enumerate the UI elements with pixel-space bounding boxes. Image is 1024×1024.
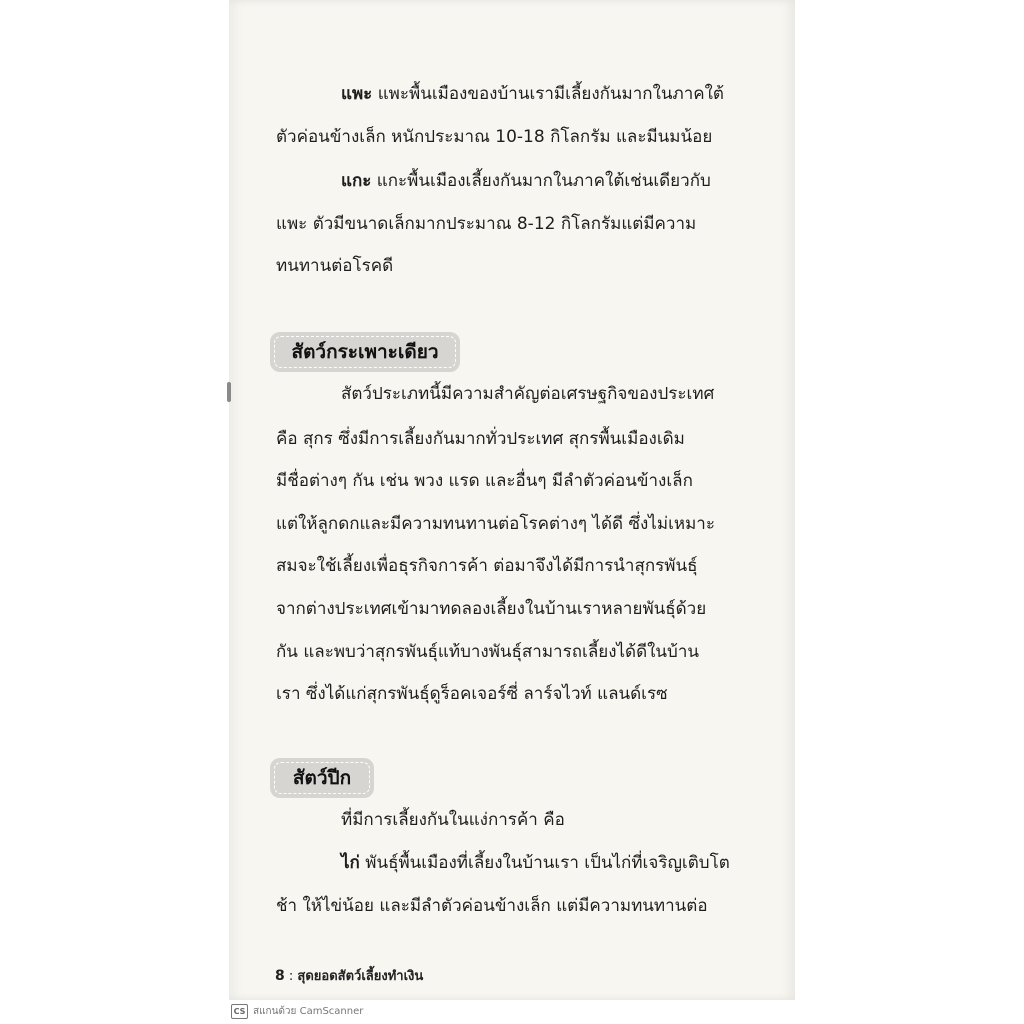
text-line: จากต่างประเทศเข้ามาทดลองเลี้ยงในบ้านเราหลายพันธุ์ด้วย xyxy=(276,599,707,619)
text-line: แพะ ตัวมีขนาดเล็กมากประมาณ 8-12 กิโลกรัมแต่มีความ xyxy=(276,214,697,234)
text-line: ทนทานต่อโรคดี xyxy=(276,256,394,276)
text-line: สมจะใช้เลี้ยงเพื่อธุรกิจการค้า ต่อมาจึงได้มีการนำสุกรพันธุ์ xyxy=(276,556,698,576)
footer-separator: : xyxy=(288,969,294,984)
text-line: ตัวค่อนข้างเล็ก หนักประมาณ 10-18 กิโลกรัม และมีนมน้อย xyxy=(276,127,713,147)
text-line: แพะ แพะพื้นเมืองของบ้านเรามีเลี้ยงกันมากในภาคใต้ xyxy=(341,84,724,104)
camscanner-logo-icon: CS xyxy=(231,1004,248,1019)
text-line: แกะ แกะพื้นเมืองเลี้ยงกันมากในภาคใต้เช่นเดียวกับ xyxy=(341,171,711,191)
text-line: สัตว์ประเภทนี้มีความสำคัญต่อเศรษฐกิจของประเทศ xyxy=(341,384,715,404)
text-line: ไก่ พันธุ์พื้นเมืองที่เลี้ยงในบ้านเรา เป็นไก่ที่เจริญเติบโต xyxy=(341,853,730,873)
book-title: สุดยอดสัตว์เลี้ยงทำเงิน xyxy=(297,969,424,984)
page-number: 8 xyxy=(275,968,285,984)
text-line: ที่มีการเลี้ยงกันในแง่การค้า คือ xyxy=(341,810,565,830)
scanner-watermark xyxy=(231,1004,363,1019)
section-heading-poultry: สัตว์ปีก xyxy=(270,758,374,798)
text-line: กัน และพบว่าสุกรพันธุ์แท้บางพันธุ์สามารถเลี้ยงได้ดีในบ้าน xyxy=(276,642,700,662)
watermark-text: สแกนด้วย CamScanner xyxy=(253,1006,364,1017)
text-line: คือ สุกร ซึ่งมีการเลี้ยงกันมากทั่วประเทศ สุกรพื้นเมืองเดิม xyxy=(276,429,685,449)
text-line: ช้า ให้ไข่น้อย และมีลำตัวค่อนข้างเล็ก แต่มีความทนทานต่อ xyxy=(276,896,708,916)
book-page xyxy=(229,0,795,1000)
page-edge-mark xyxy=(227,382,231,402)
page-footer xyxy=(275,965,423,986)
text-line: เรา ซึ่งได้แก่สุกรพันธุ์ดูร็อคเจอร์ซี่ ลาร์จไวท์ แลนด์เรซ xyxy=(276,684,668,704)
text-line: แต่ให้ลูกดกและมีความทนทานต่อโรคต่างๆ ได้ดี ซึ่งไม่เหมาะ xyxy=(276,514,715,534)
text-line: มีชื่อต่างๆ กัน เช่น พวง แรด และอื่นๆ มีลำตัวค่อนข้างเล็ก xyxy=(276,471,693,491)
section-heading-monogastric: สัตว์กระเพาะเดียว xyxy=(270,332,460,372)
